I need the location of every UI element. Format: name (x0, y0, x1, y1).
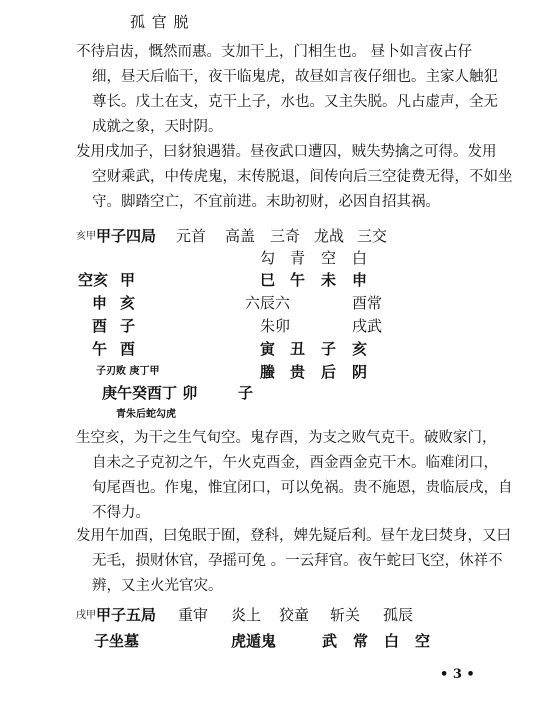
pan-cell: 寅 (260, 340, 276, 358)
ju5-cell: 子坐墓 (94, 632, 140, 650)
ju5-cell: 白 (384, 632, 400, 650)
pan-cell: 巳 (260, 271, 276, 289)
ju5-cell: 虎遁鬼 (231, 632, 277, 650)
pan-cell: 阴 (352, 363, 368, 381)
pan-cell: 丑 (290, 340, 306, 358)
ju5-cell: 空 (415, 632, 431, 650)
text-line: 尊长。戊土在支，克干上子，水也。又主失脱。凡占虚声，全无 (92, 94, 498, 110)
chuan-left: 申 (92, 294, 108, 312)
ju5-tag: 斩关 (330, 606, 361, 624)
top-heading: 孤 官 脱 (130, 13, 190, 31)
ju5-cell: 常 (353, 632, 369, 650)
text-line: 自未之子克初之午，午火克酉金，酉金酉金克干木。临难闭口， (92, 455, 498, 471)
small-note: 青朱后蛇勾虎 (116, 409, 176, 420)
chuan-right: 亥 (120, 294, 136, 312)
text-line: 不得力。 (92, 505, 150, 521)
pan-cell: 戌武 (352, 317, 383, 335)
text-line: 守。脚踏空亡，不宜前进。末助初财，必因自招其祸。 (92, 194, 440, 210)
ju4-tag: 高盖 (225, 227, 256, 245)
text-line: 细，昼天后临干，夜干临鬼虎，故昼如言夜仔细也。主家人触犯 (92, 69, 498, 85)
text-line: 旬尾酉也。作鬼，惟宜闭口，可以免祸。贵不施恩，贵临辰戌，自 (92, 480, 513, 496)
text-line: 成就之象，天时阴。 (92, 119, 223, 135)
text-line: 无毛，损财休官，孕摇可免 。一云拜官。夜午蛇曰飞空，休祥不 (92, 553, 503, 569)
ju5-tag: 孤辰 (383, 606, 414, 624)
ju5-tag: 炎上 (231, 606, 262, 624)
pan-cell: 未 (321, 271, 337, 289)
ju4-tag: 三交 (357, 227, 388, 245)
ju5-tag: 狡童 (279, 606, 310, 624)
ju5-tag: 重审 (178, 606, 209, 624)
chuan-left: 空亥 (78, 271, 109, 289)
ju4-tag: 元首 (176, 227, 207, 245)
small-note: 子刃败 庚丁甲 (96, 366, 160, 377)
pan-cell: 后 (321, 363, 337, 381)
god-label: 勾 (260, 249, 276, 267)
pan-cell: 亥 (352, 340, 368, 358)
text-line: 辨，又主火光官灾。 (92, 578, 223, 594)
chuan-left: 酉 (92, 317, 108, 335)
ju5-cell: 武 (322, 632, 338, 650)
text-line: 发用午加酉，曰兔眠于囿，登科，婢先疑后利。昼午龙曰焚身，又曰 (76, 528, 511, 544)
pan-cell: 贵 (290, 363, 306, 381)
page-number: • 3 • (440, 667, 475, 682)
text-line: 发用戌加子，曰豺狼遇猎。昼夜武口遭囚，贼失势擒之可得。发用 (76, 144, 497, 160)
ke-line: 庚午癸酉丁 卯 (102, 384, 198, 402)
text-line: 空财乘武，中传虎鬼，末传脱退，间传向后三空徒费无得，不如坐 (92, 169, 513, 185)
pan-cell: 申 (352, 271, 368, 289)
ke-line: 子 (238, 384, 254, 402)
text-line: 不待启齿，慨然而惠。支加干上，门相生也。 昼卜如言夜占仔 (76, 44, 473, 60)
ju4-tag: 三奇 (270, 227, 301, 245)
pan-cell: 酉常 (352, 294, 383, 312)
pan-cell: 子 (321, 340, 337, 358)
ju4-label-main: 甲子四局 (96, 227, 157, 245)
chuan-left: 午 (92, 340, 108, 358)
ju5-label-small: 戌甲 (76, 610, 96, 621)
pan-cell: 六辰六 (245, 294, 291, 312)
ju4-tag: 龙战 (314, 227, 345, 245)
chuan-right: 酉 (120, 340, 136, 358)
ju5-label-main: 甲子五局 (96, 606, 157, 624)
text-line: 生空亥，为干之生气旬空。鬼存酉，为支之败气克干。破败家门， (76, 430, 497, 446)
ju4-label-small: 亥甲 (76, 231, 96, 242)
god-label: 空 (321, 249, 337, 267)
chuan-right: 甲 (120, 271, 136, 289)
pan-cell: 朱卯 (260, 317, 291, 335)
god-label: 白 (352, 249, 368, 267)
pan-cell: 午 (290, 271, 306, 289)
pan-cell: 螣 (260, 363, 276, 381)
chuan-right: 子 (120, 317, 136, 335)
god-label: 青 (290, 249, 306, 267)
